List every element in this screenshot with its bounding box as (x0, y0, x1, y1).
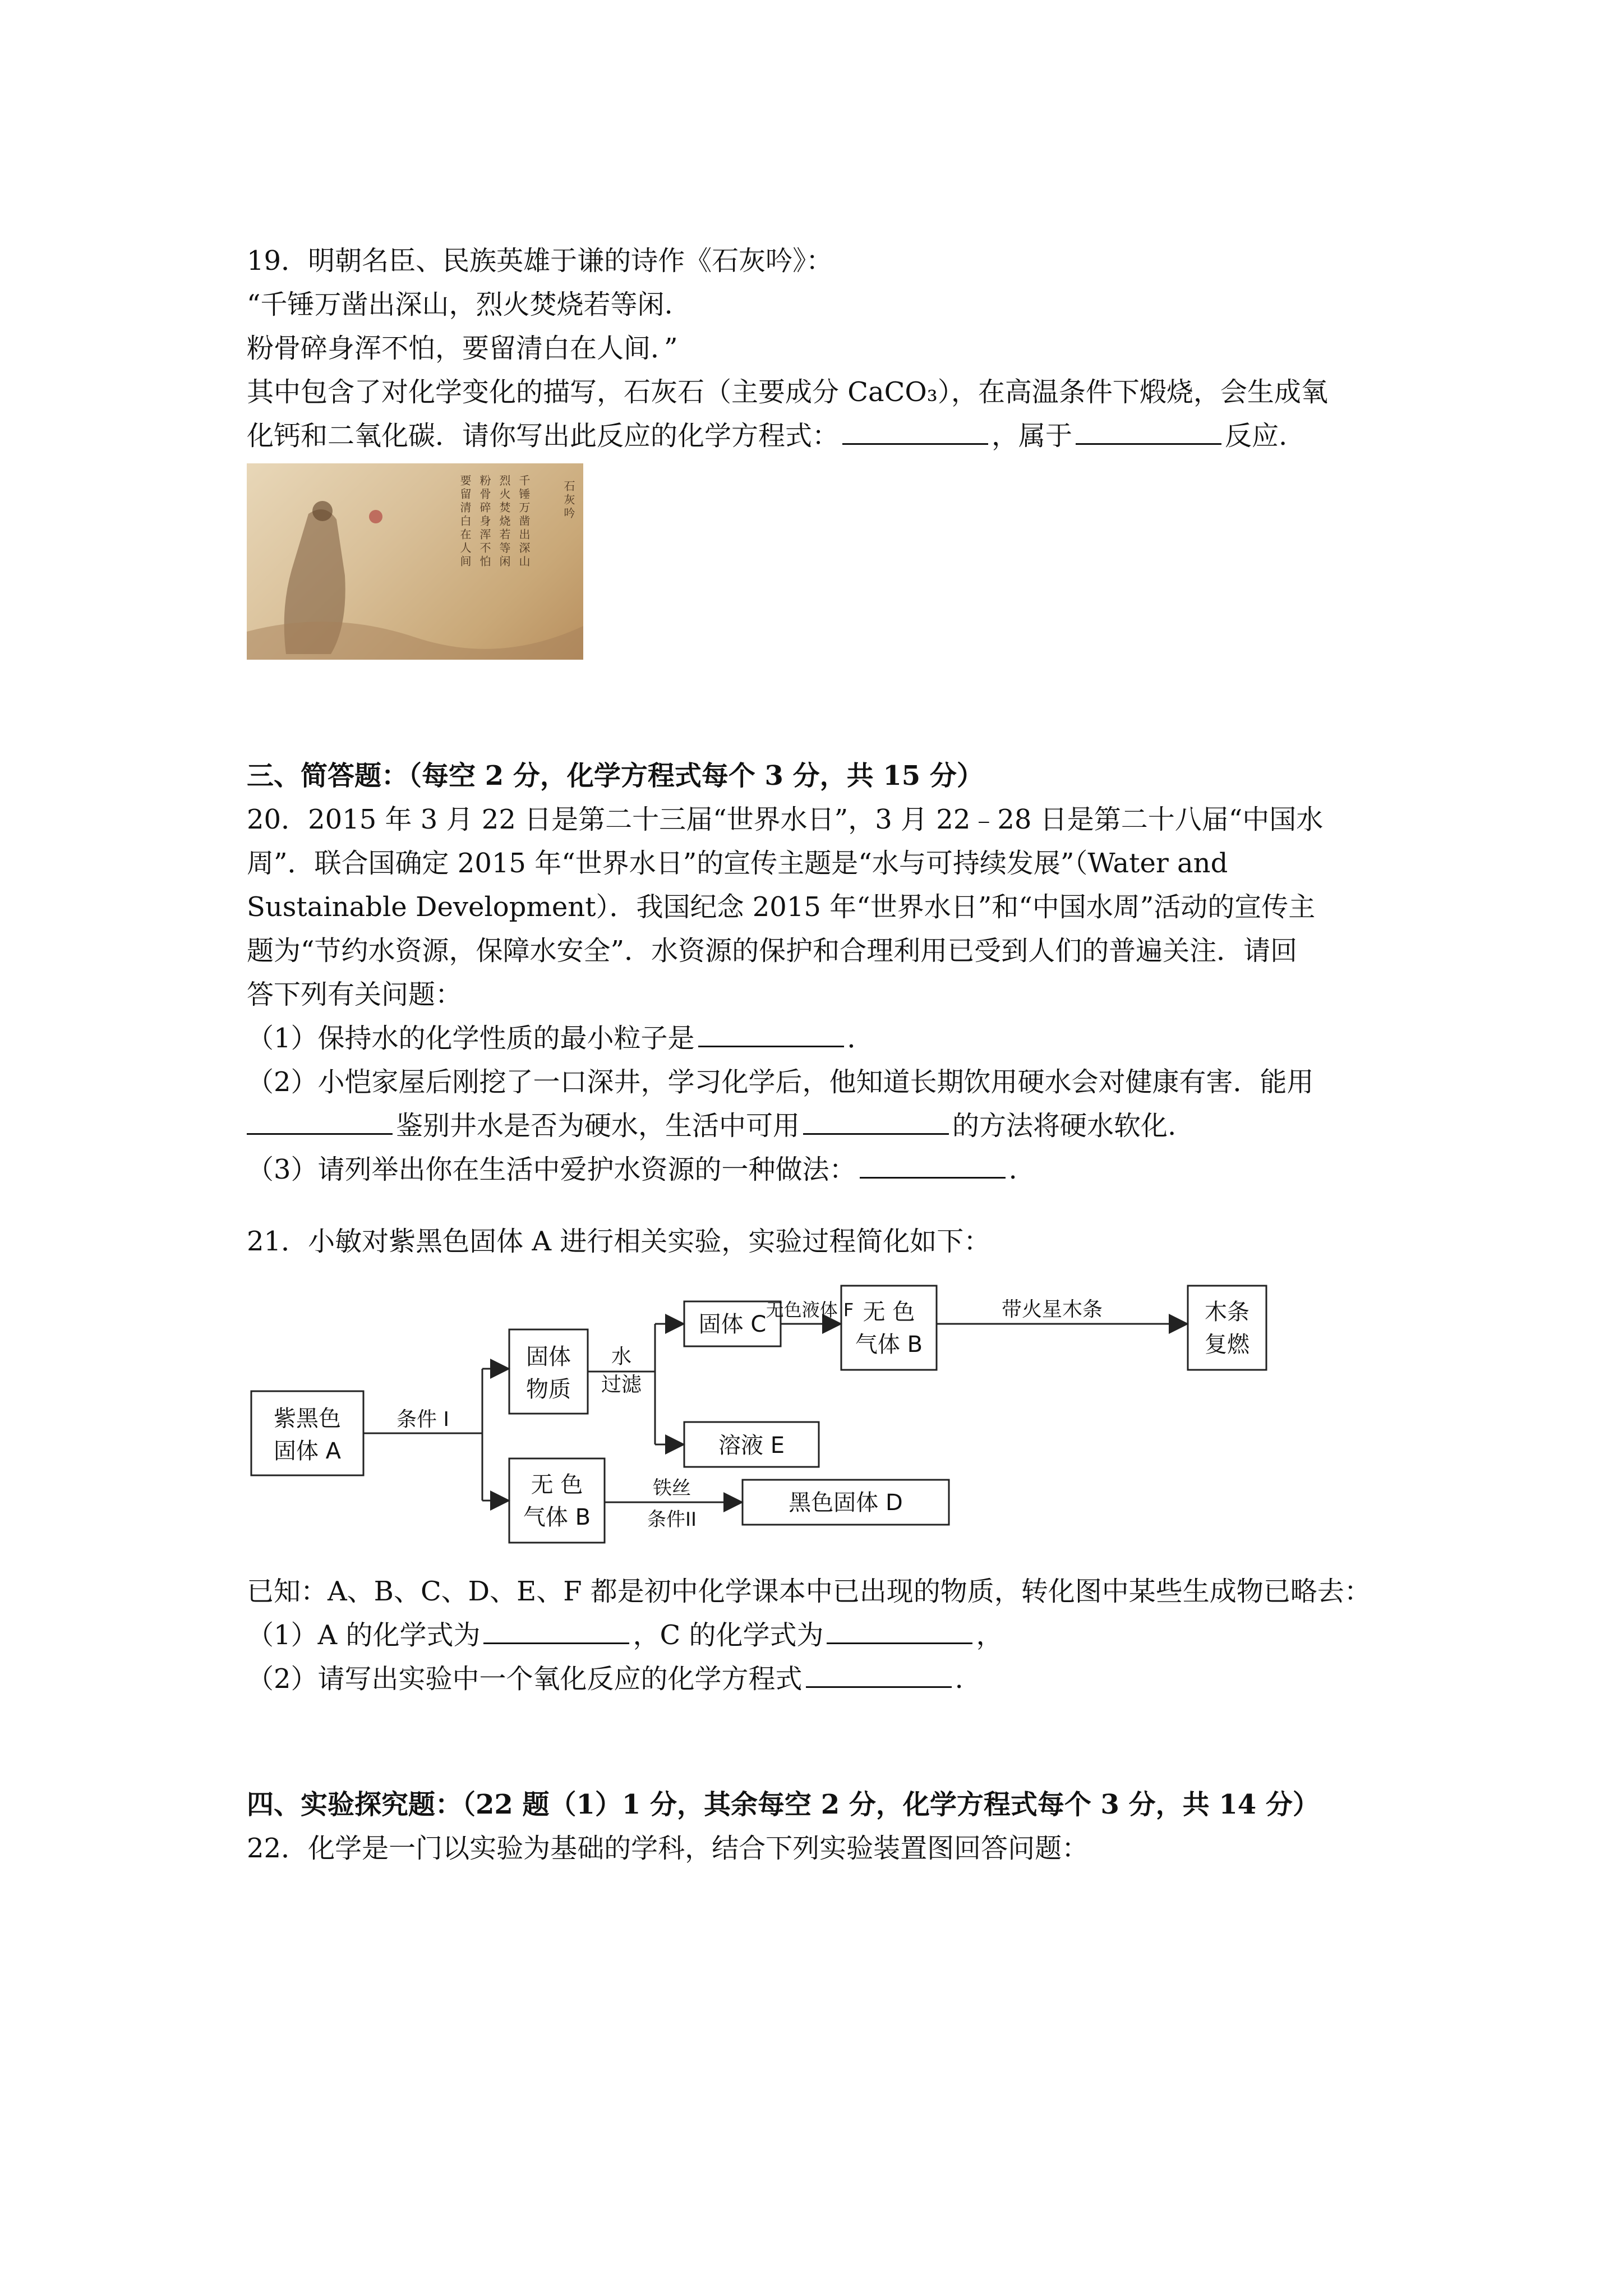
label-purple-black: 紫黑色 (274, 1406, 341, 1432)
q21-p1-text: （1）A 的化学式为 (247, 1619, 481, 1651)
answer-blank (483, 1620, 629, 1644)
label-colorless-2: 无 色 (531, 1472, 583, 1498)
poem-col: 粉骨碎身浑不怕 (478, 475, 491, 569)
q20-p2b-text: 鉴别井水是否为硬水，生活中可用 (396, 1110, 800, 1142)
q21-p1-end: ， (976, 1619, 1003, 1651)
label-condition-2: 条件II (647, 1508, 697, 1531)
q20-p1-text: （1）保持水的化学性质的最小粒子是 (247, 1023, 695, 1054)
poem-illustration (247, 463, 583, 660)
q20-line5: 答下列有关问题： (247, 979, 463, 1010)
q19-line4: 其中包含了对化学变化的描写，石灰石（主要成分 CaCO₃），在高温条件下煅烧，会生成氧 (247, 376, 1328, 408)
q19-line5 (247, 414, 1287, 458)
label-gas-b-2: 气体 B (523, 1504, 591, 1530)
q20-p3-text: （3）请列举出你在生活中爱护水资源的一种做法： (247, 1154, 856, 1185)
label-gas-b: 气体 B (855, 1332, 923, 1358)
label-glowing-splint: 带火星木条 (1001, 1298, 1103, 1321)
label-solution-e: 溶液 E (718, 1433, 785, 1458)
q22-line1: 22．化学是一门以实验为基础的学科，结合下列实验装置图回答问题： (247, 1833, 1089, 1864)
q20-part2a: （2）小恺家屋后刚挖了一口深井，学习化学后，他知道长期饮用硬水会对健康有害．能用 (247, 1066, 1314, 1098)
label-iron-wire: 铁丝 (653, 1477, 691, 1499)
q20-line2: 周”．联合国确定 2015 年“世界水日”的宣传主题是“水与可持续发展”（Water and (247, 848, 1228, 879)
answer-blank (247, 1111, 393, 1135)
reaction-flowchart (247, 1279, 970, 1559)
label-black-solid-d: 黑色固体 D (789, 1490, 903, 1516)
q20-line4: 题为“节约水资源，保障水安全”．水资源的保护和合理利用已受到人们的普遍关注．请回 (247, 935, 1298, 967)
q19-line2: “千锤万凿出深山，烈火焚烧若等闲. (247, 289, 673, 320)
q21-part2 (247, 1657, 963, 1701)
answer-blank (806, 1664, 952, 1688)
label-relit: 复燃 (1205, 1332, 1249, 1358)
q21-part1 (247, 1613, 1003, 1657)
answer-blank (827, 1620, 972, 1644)
q21-line1: 21．小敏对紫黑色固体 A 进行相关实验，实验过程简化如下： (247, 1226, 991, 1257)
label-solid: 固体 (526, 1344, 571, 1370)
answer-blank (842, 421, 988, 445)
q19-text-a: 化钙和二氧化碳．请你写出此反应的化学方程式： (247, 420, 840, 452)
scholar-figure (247, 463, 583, 660)
poem-col: 要留清白在人间 (458, 475, 472, 569)
section-heading: 四、实验探究题：（22 题（1）1 分，其余每空 2 分，化学方程式每个 3 分，共 14 分） (247, 1789, 1320, 1820)
section-heading: 三、简答题：（每空 2 分，化学方程式每个 3 分，共 15 分） (247, 760, 984, 792)
answer-blank (698, 1023, 844, 1047)
q19-text-c: 反应. (1225, 420, 1288, 452)
q19-line1: 19．明朝名臣、民族英雄于谦的诗作《石灰吟》： (247, 245, 833, 277)
answer-blank (860, 1154, 1006, 1179)
label-condition-1: 条件 I (396, 1408, 450, 1431)
label-splint: 木条 (1205, 1299, 1249, 1325)
label-solid-c: 固体 C (698, 1312, 767, 1337)
q21-p1-text-b: ，C 的化学式为 (633, 1619, 824, 1651)
answer-blank (1076, 421, 1221, 445)
label-substance: 物质 (526, 1377, 571, 1402)
q21-p2-end: . (955, 1663, 963, 1695)
label-filter: 过滤 (601, 1373, 642, 1396)
q20-p1-end: ． (847, 1023, 874, 1054)
q19-line3: 粉骨碎身浑不怕，要留清白在人间．” (247, 333, 678, 364)
q20-p2c-text: 的方法将硬水软化. (952, 1110, 1177, 1142)
flowchart-tail (937, 1279, 1318, 1391)
q20-part1 (247, 1016, 874, 1060)
q21-p2-text: （2）请写出实验中一个氧化反应的化学方程式 (247, 1663, 803, 1695)
q21-known: 已知：A、B、C、D、E、F 都是初中化学课本中已出现的物质，转化图中某些生成物已略去： (247, 1576, 1371, 1607)
label-liquid-f: 无色液体 F (766, 1299, 854, 1320)
poem-col: 千锤万凿出深山 (517, 475, 531, 569)
poem-col: 烈火焚烧若等闲 (497, 475, 511, 569)
label-solid-a: 固体 A (273, 1438, 342, 1464)
label-colorless: 无 色 (863, 1299, 915, 1325)
q20-line3: Sustainable Development）．我国纪念 2015 年“世界水日”和“中国水周”活动的宣传主 (247, 891, 1316, 923)
q20-line1: 20．2015 年 3 月 22 日是第二十三届“世界水日”，3 月 22﹣28 日是第二十八届“中国水 (247, 804, 1324, 835)
label-water: 水 (611, 1345, 632, 1368)
q19-text-b: ，属于 (992, 420, 1073, 452)
q20-p3-end: . (1008, 1154, 1017, 1185)
q20-part3 (247, 1148, 1017, 1191)
answer-blank (803, 1111, 949, 1135)
q20-part2b (247, 1104, 1176, 1148)
poem-title: 石灰吟 (562, 480, 575, 521)
